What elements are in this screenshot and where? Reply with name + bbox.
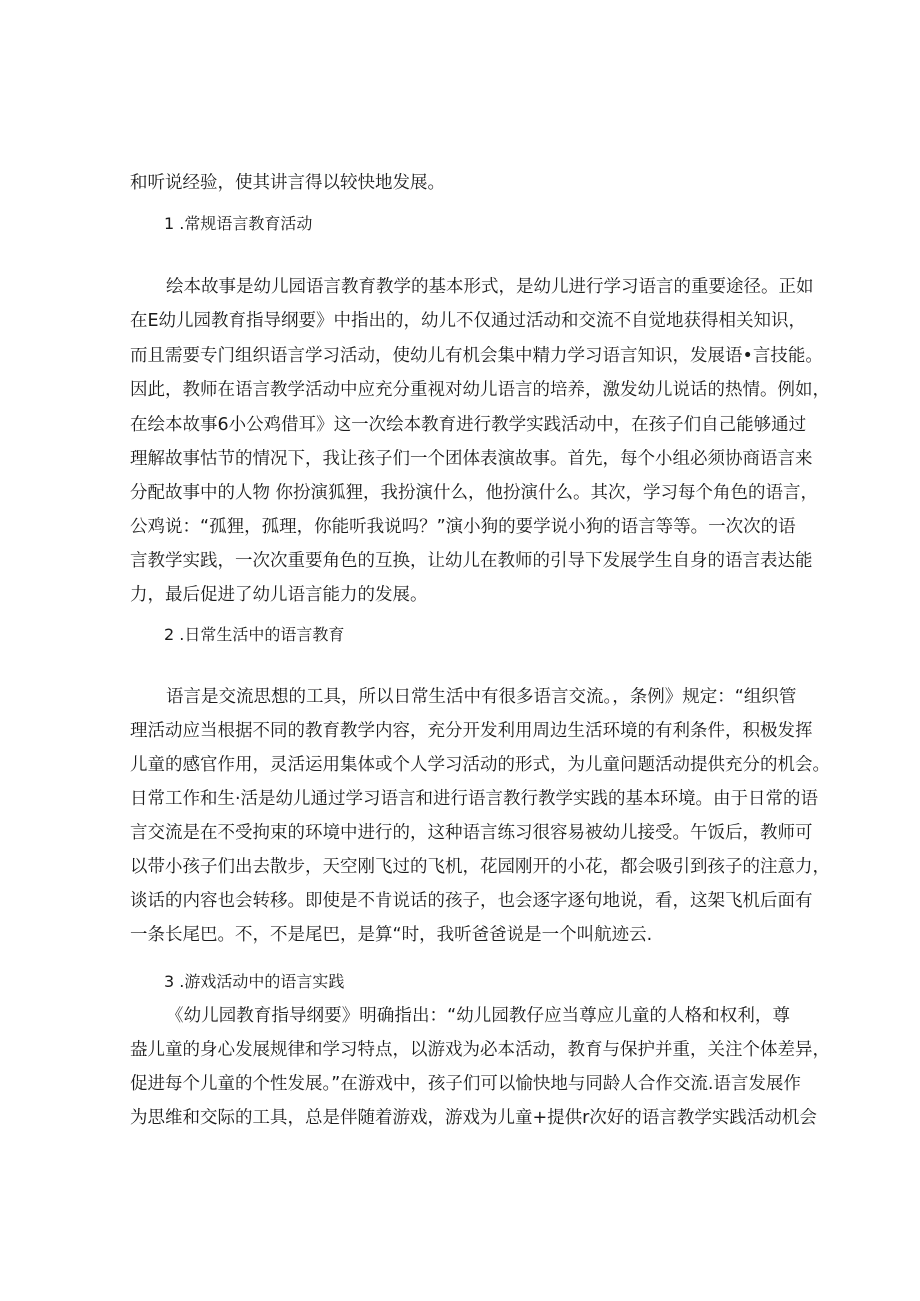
paragraph-line: 分配故事中的人物 你扮演狐狸，我扮演什么，他扮演什么。其次，学习每个角色的语言，: [130, 483, 819, 503]
paragraph-line: 而且需要专门组织语言学习活动，使幼儿有机会集中精力学习语言知识，发展语•言技能。: [130, 346, 823, 366]
paragraph-line: 谈话的内容也会转移。即使是不肯说话的孩子，也会逐字逐句地说，看，这架飞机后面有: [130, 891, 813, 911]
paragraph-line: 语言是交流思想的工具，所以日常生活中有很多语言交流。，条例》规定：“组织管: [166, 687, 797, 707]
paragraph-line: 在绘本故事6小公鸡借耳》这一次绘本教育进行教学实践活动中，在孩子们自己能够通过: [130, 415, 807, 435]
paragraph-line: 在E幼儿园教育指导纲要》中指出的，幼儿不仅通过活动和交流不自觉地获得相关知识，: [130, 311, 807, 331]
paragraph-line: 为思维和交际的工具，总是伴随着游戏，游戏为儿童+提供r次好的语言教学实践活动机会: [130, 1108, 817, 1128]
paragraph-line: 以带小孩子们出去散步，天空刚飞过的飞机，花园刚开的小花，都会吸引到孩子的注意力，: [130, 857, 830, 877]
paragraph-line: 力，最后促进了幼儿语言能力的发展。: [130, 585, 428, 605]
paragraph-line: 理活动应当根据不同的教育教学内容，充分开发利用周边生活环境的有利条件，积极发挥: [130, 721, 813, 741]
paragraph-line: 日常工作和生·活是幼儿通过学习语言和进行语言教行教学实践的基本环境。由于日常的语: [130, 789, 819, 809]
paragraph-line: 一条长尾巴。不，不是尾巴，是算“时，我听爸爸说是一个叫航迹云.: [130, 925, 653, 945]
paragraph-line: 公鸡说：“孤狸，孤理，你能听我说吗？”演小狗的要学说小狗的语言等等。一次次的语: [130, 517, 796, 537]
section-heading-1: 1 .常规语言教育活动: [164, 214, 313, 233]
paragraph-line: 言交流是在不受拘束的环境中进行的，这种语言练习很容易被幼儿接受。午饭后，教师可: [130, 823, 813, 843]
paragraph-line: 因此，教师在语言教学活动中应充分重视对幼儿语言的培养，激发幼儿说话的热情。例如，: [130, 380, 830, 400]
paragraph-line: 促进每个儿童的个性发展。”在游戏中，孩子们可以愉快地与同龄人合作交流.语言发展作: [130, 1074, 801, 1094]
paragraph-line: 理解故事怙节的情况下，我让孩子们一个团体表演故事。首先，每个小组必须协商语言来: [130, 449, 813, 469]
section-heading-3: 3 .游戏活动中的语言实践: [164, 972, 345, 991]
paragraph-line: 绘本故事是幼儿园语言教育教学的基本形式，是幼儿进行学习语言的重要途径。正如: [166, 277, 814, 297]
paragraph-line: 盎儿童的身心发展规律和学习特点，以游戏为必本活动，教育与保护并重，关注个体差异，: [130, 1040, 830, 1060]
paragraph-line: 言教学实践，一次次重要角色的互换，让幼儿在教师的引导下发展学生自身的语言表达能: [130, 551, 813, 571]
section-heading-2: 2 .日常生活中的语言教育: [164, 625, 345, 644]
paragraph-line: 儿童的感官作用，灵活运用集体或个人学习活动的形式，为儿童问题活动提供充分的机会。: [130, 755, 830, 775]
paragraph-line: 《幼儿园教育指导纲要》明确指出：“幼儿园教仔应当尊应儿童的人格和权利，尊: [166, 1006, 790, 1026]
paragraph-line: 和听说经验，使其讲言得以较快地发展。: [130, 173, 445, 193]
